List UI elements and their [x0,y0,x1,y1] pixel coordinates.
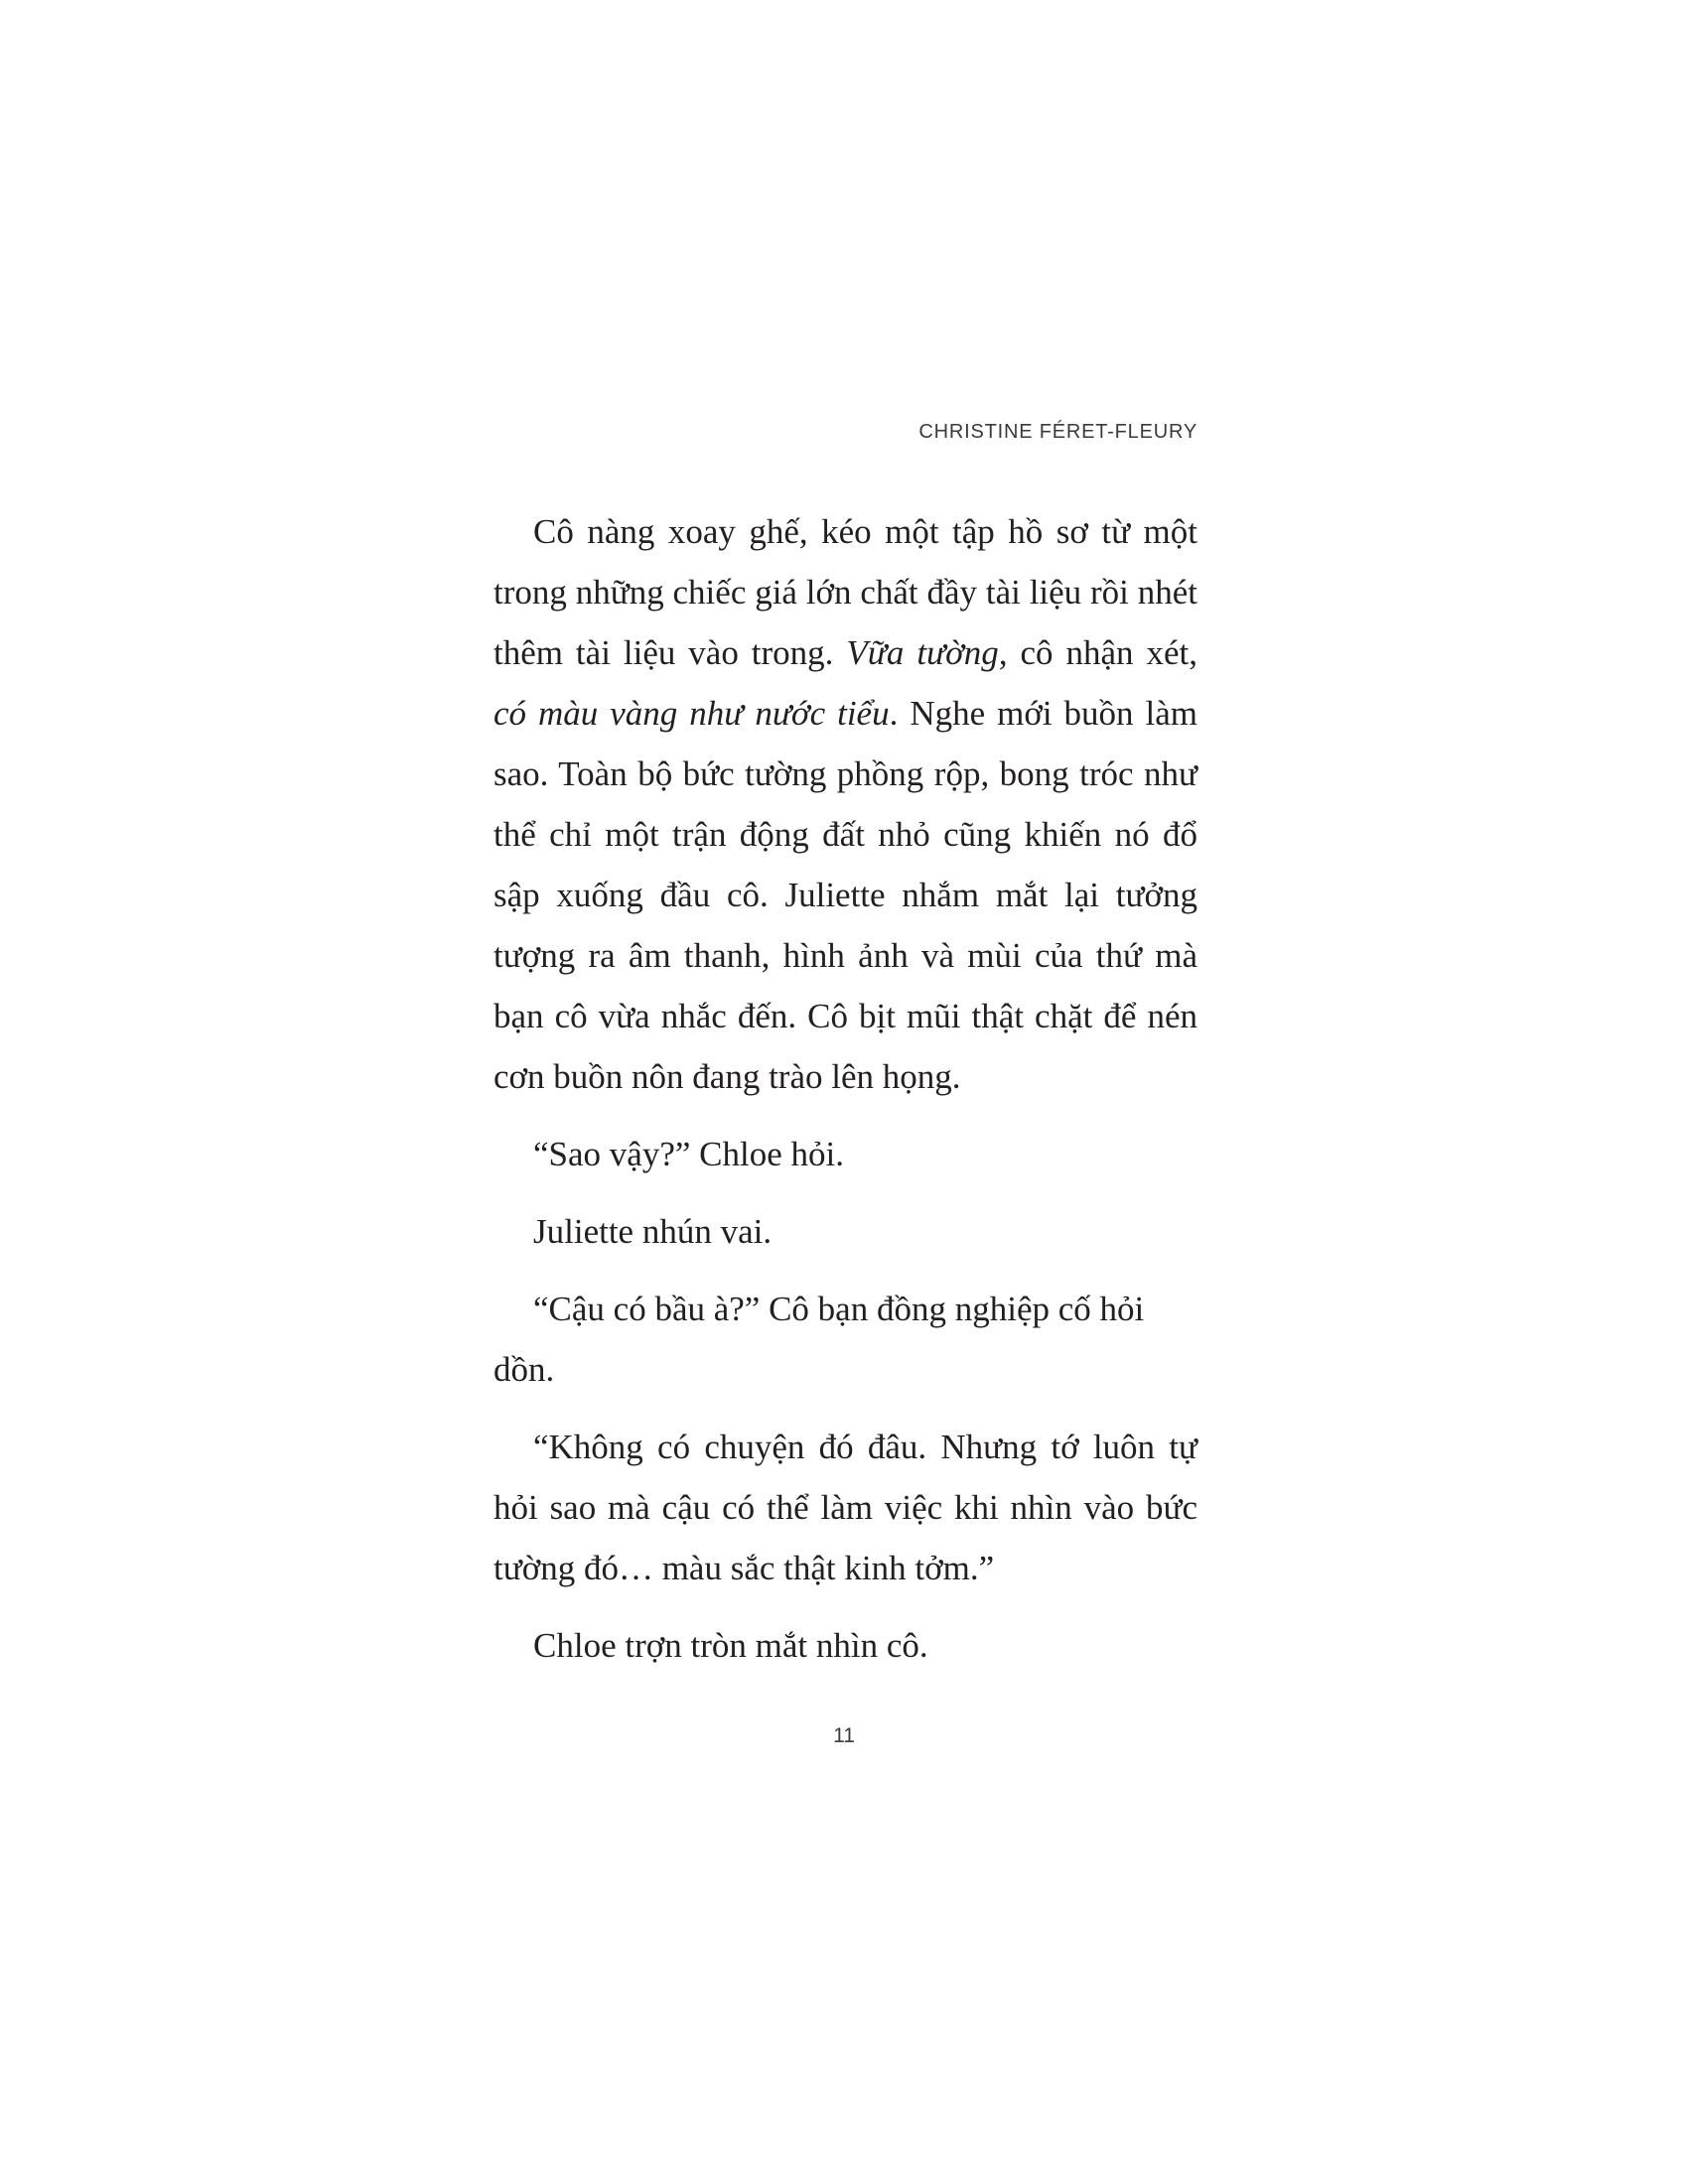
paragraph-6: Chloe trợn tròn mắt nhìn cô. [533,1626,928,1665]
paragraph-3: Juliette nhún vai. [533,1212,773,1251]
paragraph-1-italic-a: Vữa tường [846,633,999,672]
body-text [493,501,1197,1676]
running-header-author: CHRISTINE FÉRET-FLEURY [918,421,1197,443]
paragraph-4: “Cậu có bầu à?” Cô bạn đồng nghiệp cố hỏi dồn. [493,1290,1145,1389]
paragraph-5: “Không có chuyện đó đâu. Nhưng tớ luôn tự hỏi sao mà cậu có thể làm việc khi nhìn vào bức tường đó… màu sắc thật kinh tởm.” [493,1428,1197,1587]
paragraph-1 [493,501,1197,1107]
paragraph-1-text-a: Cô nàng xoay ghế, kéo một tập hồ sơ từ một trong những chiếc giá lớn chất đầy tài liệu rồi nhét thêm tài liệu vào trong. [493,512,1197,672]
page-number: 11 [833,1724,855,1747]
paragraph-1-italic-b: có màu vàng như nước tiểu [493,694,890,733]
paragraph-2: “Sao vậy?” Chloe hỏi. [533,1135,844,1173]
paragraph-1-text-c: . Nghe mới buồn làm sao. Toàn bộ bức tường phồng rộp, bong tróc như thể chỉ một trận động đất nhỏ cũng khiến nó đổ sập xuống đầu cô. Juliette nhắm mắt lại tưởng tượng ra âm thanh, hình ảnh và mùi của thứ mà bạn cô vừa nhắc đến. Cô bịt mũi thật chặt để nén cơn buồn nôn đang trào lên họng. [493,694,1197,1096]
paragraph-1-text-b: , cô nhận xét, [998,633,1197,672]
